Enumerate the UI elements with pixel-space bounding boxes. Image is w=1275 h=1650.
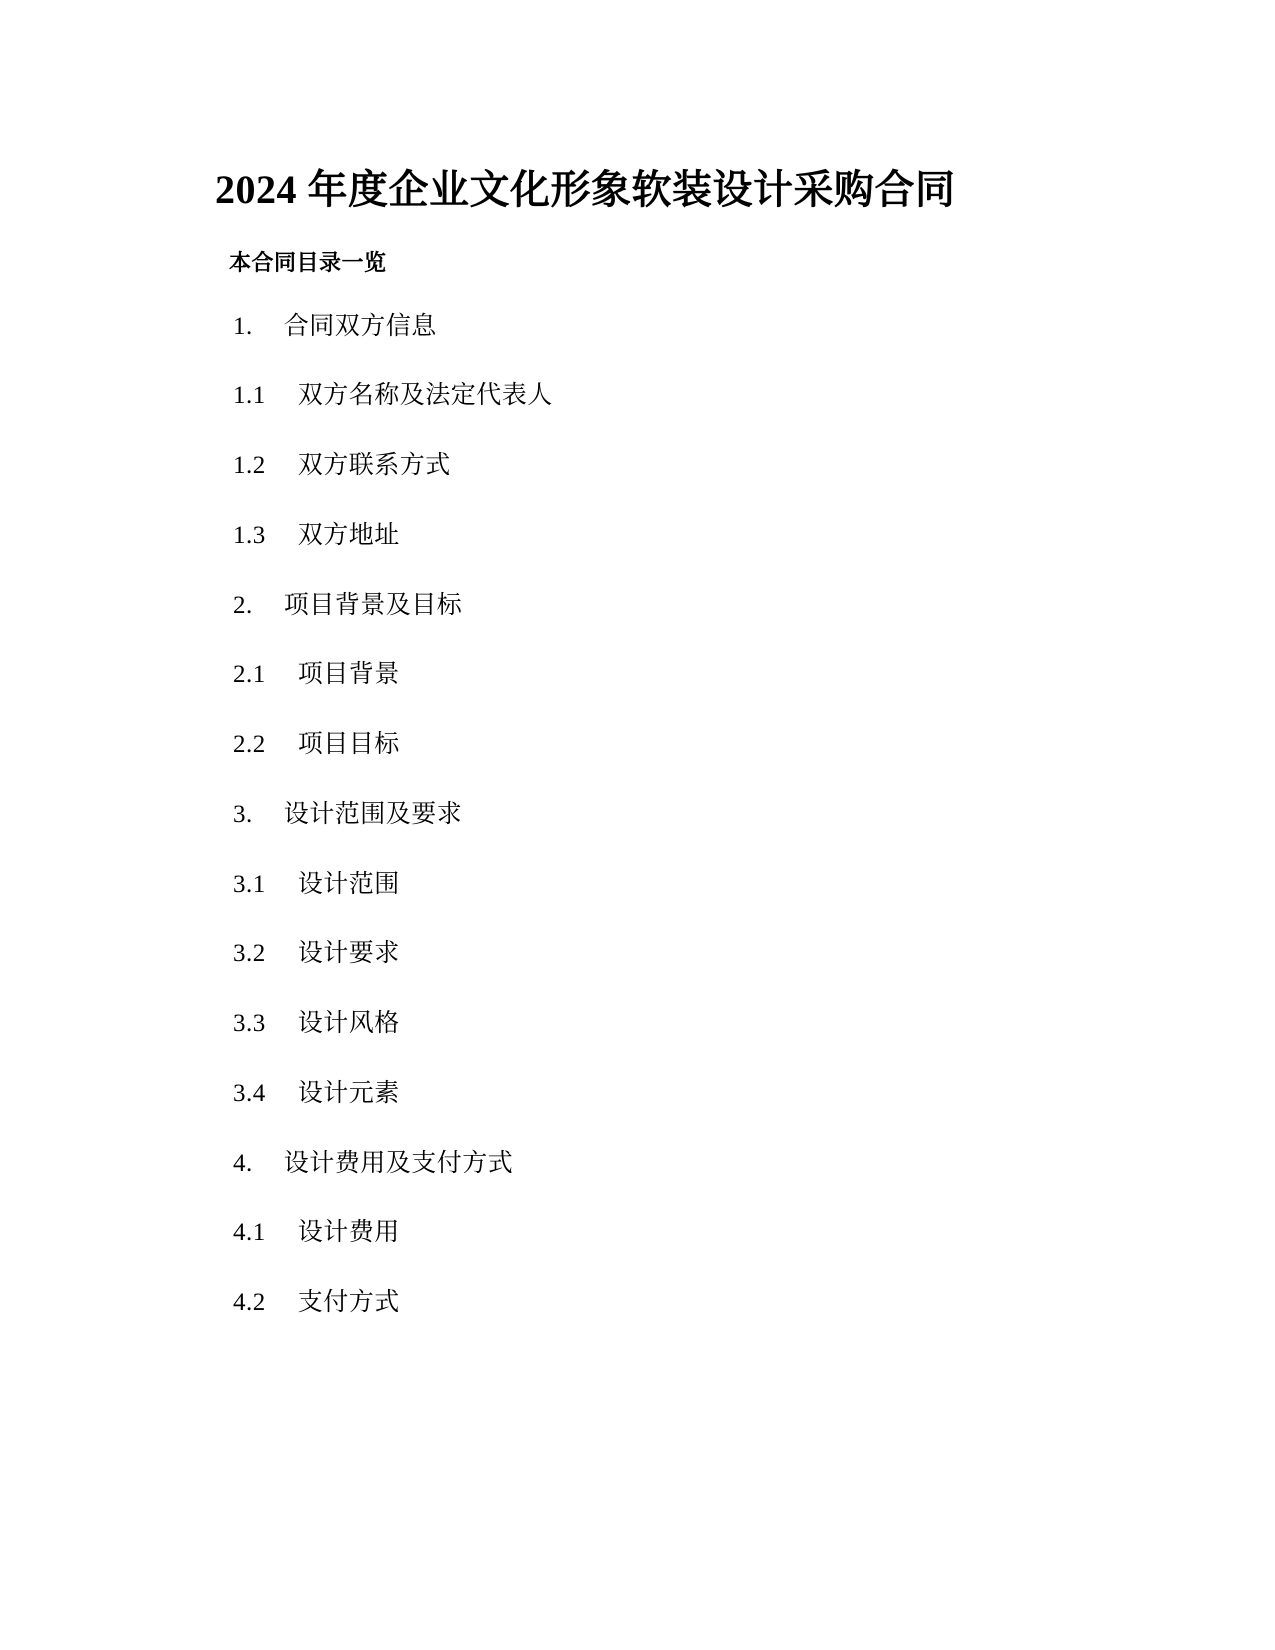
toc-entry[interactable] [233,1007,1075,1041]
toc-entry-label: 项目目标 [297,731,400,759]
toc-entry-label: 项目背景 [297,661,400,689]
toc-entry-number: 1.1 [233,382,266,410]
toc-entry-label: 双方地址 [297,521,400,549]
toc-entry[interactable] [233,728,1075,762]
toc-entry-label: 设计费用 [297,1219,400,1247]
toc-entry[interactable] [233,449,1075,483]
toc-entry-number: 3. [233,800,253,828]
toc-entry[interactable] [233,310,1075,344]
toc-entry[interactable] [233,1147,1075,1181]
toc-entry-label: 项目背景及目标 [283,591,463,619]
toc-entry-label: 双方名称及法定代表人 [297,382,553,410]
toc-list [215,310,1075,1320]
toc-entry-label: 支付方式 [297,1289,400,1317]
toc-entry-number: 3.2 [233,940,266,968]
toc-entry-number: 3.1 [233,870,266,898]
page-title: 2024 年度企业文化形象软装设计采购合同 [215,167,956,212]
toc-entry[interactable] [233,1077,1075,1111]
toc-entry[interactable] [233,379,1075,413]
toc-entry-label: 双方联系方式 [297,452,451,480]
toc-entry[interactable] [233,798,1075,832]
toc-entry[interactable] [233,519,1075,553]
toc-entry-label: 设计风格 [297,1010,400,1038]
toc-entry[interactable] [233,1216,1075,1250]
toc-heading: 本合同目录一览 [229,250,387,275]
toc-entry-number: 2.1 [233,661,266,689]
toc-entry[interactable] [233,1286,1075,1320]
toc-entry-label: 合同双方信息 [283,312,437,340]
toc-entry[interactable] [233,589,1075,623]
toc-entry-number: 1. [233,312,253,340]
toc-entry-number: 3.3 [233,1010,266,1038]
toc-entry-number: 1.3 [233,521,266,549]
toc-entry-number: 4.1 [233,1219,266,1247]
toc-entry-number: 3.4 [233,1079,266,1107]
toc-entry[interactable] [233,937,1075,971]
toc-entry-number: 2. [233,591,253,619]
toc-entry-number: 1.2 [233,452,266,480]
toc-entry-label: 设计范围及要求 [283,800,463,828]
toc-entry-label: 设计费用及支付方式 [283,1149,514,1177]
toc-entry[interactable] [233,868,1075,902]
toc-entry-number: 2.2 [233,731,266,759]
toc-entry-label: 设计要求 [297,940,400,968]
toc-entry-label: 设计范围 [297,870,400,898]
toc-entry[interactable] [233,658,1075,692]
toc-entry-number: 4.2 [233,1289,266,1317]
toc-entry-number: 4. [233,1149,253,1177]
toc-entry-label: 设计元素 [297,1079,400,1107]
document-body [215,165,1075,1356]
